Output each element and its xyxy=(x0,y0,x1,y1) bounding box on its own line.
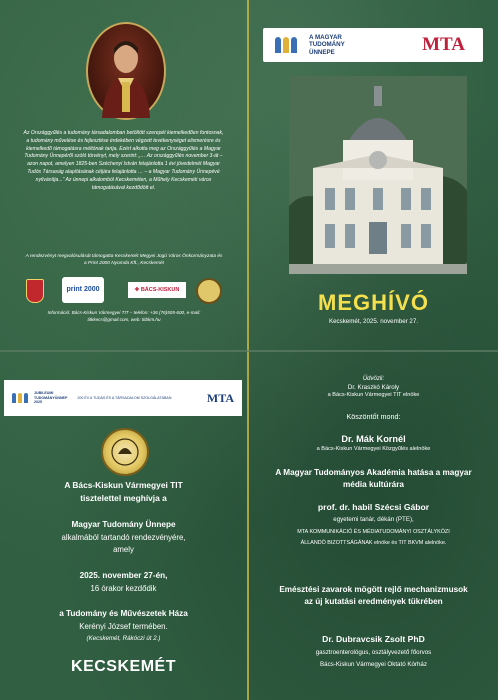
greet-role: a Bács-Kiskun Vármegyei TIT elnöke xyxy=(327,392,420,398)
panel-bottom-right xyxy=(249,352,498,700)
print2000-logo: print 2000 xyxy=(62,277,104,303)
event-time: 16 órakor kezdődik xyxy=(90,584,157,593)
panel-top-left xyxy=(0,0,247,350)
synagogue-image xyxy=(289,76,467,274)
invite-line: tisztelettel meghívja a xyxy=(80,493,167,503)
venue-address: (Kecskemét, Rákóczi út 2.) xyxy=(86,635,161,642)
tit-emblem-icon xyxy=(101,428,149,476)
talk2-role2: Bács-Kiskun Vármegyei Oktató Kórház xyxy=(320,661,427,668)
talk1-role2: MTA KOMMUNIKÁCIÓ ÉS MÉDIATUDOMÁNYI OSZTÁLYKÖZI xyxy=(297,529,450,535)
mta-pillars-icon xyxy=(275,37,297,53)
contact-info: Információ: Bács-Kiskun Vármegyei TIT – telefon: +36 (76)505-600, e-mail: titkkecs@gmail.com, web: titbkm.hu xyxy=(47,310,201,322)
support-text: A rendezvényt megvalósulását támogatta Kecskemét Megyei Jogú Város Önkormányzata és a Print 2000 Nyomda Kft., Kecskemét xyxy=(25,254,223,266)
tit-seal-icon xyxy=(196,278,222,304)
city-name: KECSKEMÉT xyxy=(71,658,176,675)
panel-bottom-left xyxy=(0,352,247,700)
greet-name: Dr. Kraszkó Károly xyxy=(347,384,400,391)
org-name: A Bács-Kiskun Vármegyei TIT xyxy=(64,480,183,490)
venue-room: Kerényi József termében. xyxy=(79,622,168,631)
talk1-title: A Magyar Tudományos Akadémia hatása a magyar média kultúrára xyxy=(275,468,472,489)
jubilee-pillars-icon xyxy=(12,393,28,403)
law-paragraph: Az Országgyűlés a tudomány társadalomban betöltött szerepét kiemelkedően fontosnak, a tudomány művelése és fejlesztése érdekében végzett tevékenységet elismerésre és kiemelkedő támogatásra méltónak tartja. Ezért alkotta meg az Országgyűlés a Magyar Tudomány Ünnepéről szóló törvényt, mely szerint: „… Az országgyűlés november 3-át – azon napot, amelyen 1825-ben Széchenyi István felajánlotta 1 évi jövedelmét Magyar Tudós Társaság alapításának céljára felajánlotta … – a Magyar Tudomány Ünnepévé nyilvánítja...” Az ünnepi alkalomból Kecskeméten, a Műhely Kecskeméti város támogatásával kezdődött el. xyxy=(23,130,224,191)
invitation-date: Kecskemét, 2025. november 27. xyxy=(328,318,419,325)
mta-banner-text: A MAGYAR TUDOMÁNY ÜNNEPE xyxy=(309,33,345,56)
jubilee-banner xyxy=(4,380,242,416)
talk1-speaker: prof. dr. habil Szécsi Gábor xyxy=(317,502,430,512)
horizontal-fold-line xyxy=(0,350,498,352)
portrait-image xyxy=(86,22,166,120)
talk2-title: Emésztési zavarok mögött rejlő mechanizmusok az új kutatási eredmények tükrében xyxy=(279,585,468,606)
amely-line: amely xyxy=(113,545,134,554)
jubilee-middle-text: 200 ÉV A TUDÁS ÉS A TÁRSADALOM SZOLGÁLATÁBAN xyxy=(77,395,172,400)
talk2-speaker: Dr. Dubravcsik Zsolt PhD xyxy=(322,634,425,644)
welcome-label: Köszöntőt mond: xyxy=(346,412,401,421)
talk2-role1: gasztroenterológus, osztályvezető főorvos xyxy=(315,649,432,656)
jubilee-brand: MTA xyxy=(206,390,234,405)
kecskemet-crest-icon xyxy=(26,279,44,303)
venue-name: a Tudomány és Művészetek Háza xyxy=(59,609,188,618)
talk1-role1: egyetemi tanár, dékán (PTE), xyxy=(333,516,414,523)
event-date: 2025. november 27-én, xyxy=(79,571,168,580)
talk1-role3: ÁLLANDÓ BIZOTTSÁGÁNAK elnöke és TIT BKVM alelnöke. xyxy=(300,540,447,546)
jubilee-left-text: JUBILEUMI TUDOMÁNYÜNNEP 2025 xyxy=(34,391,68,405)
greet-label: Üdvözli: xyxy=(362,376,385,382)
sponsor-logos xyxy=(22,277,227,305)
invitation-title: MEGHÍVÓ xyxy=(318,290,429,315)
welcome-role: a Bács-Kiskun Vármegyei Közgyűlés alelnöke xyxy=(316,446,431,452)
mta-banner xyxy=(263,28,483,62)
mta-brand: MTA xyxy=(422,34,465,55)
bacs-kiskun-logo: ✚ BÁCS-KISKUN xyxy=(128,282,186,298)
occasion-line: alkalmából tartandó rendezvényére, xyxy=(61,533,186,542)
panel-top-right xyxy=(249,0,498,350)
welcome-name: Dr. Mák Kornél xyxy=(341,434,406,444)
event-name: Magyar Tudomány Ünnepe xyxy=(71,520,176,529)
